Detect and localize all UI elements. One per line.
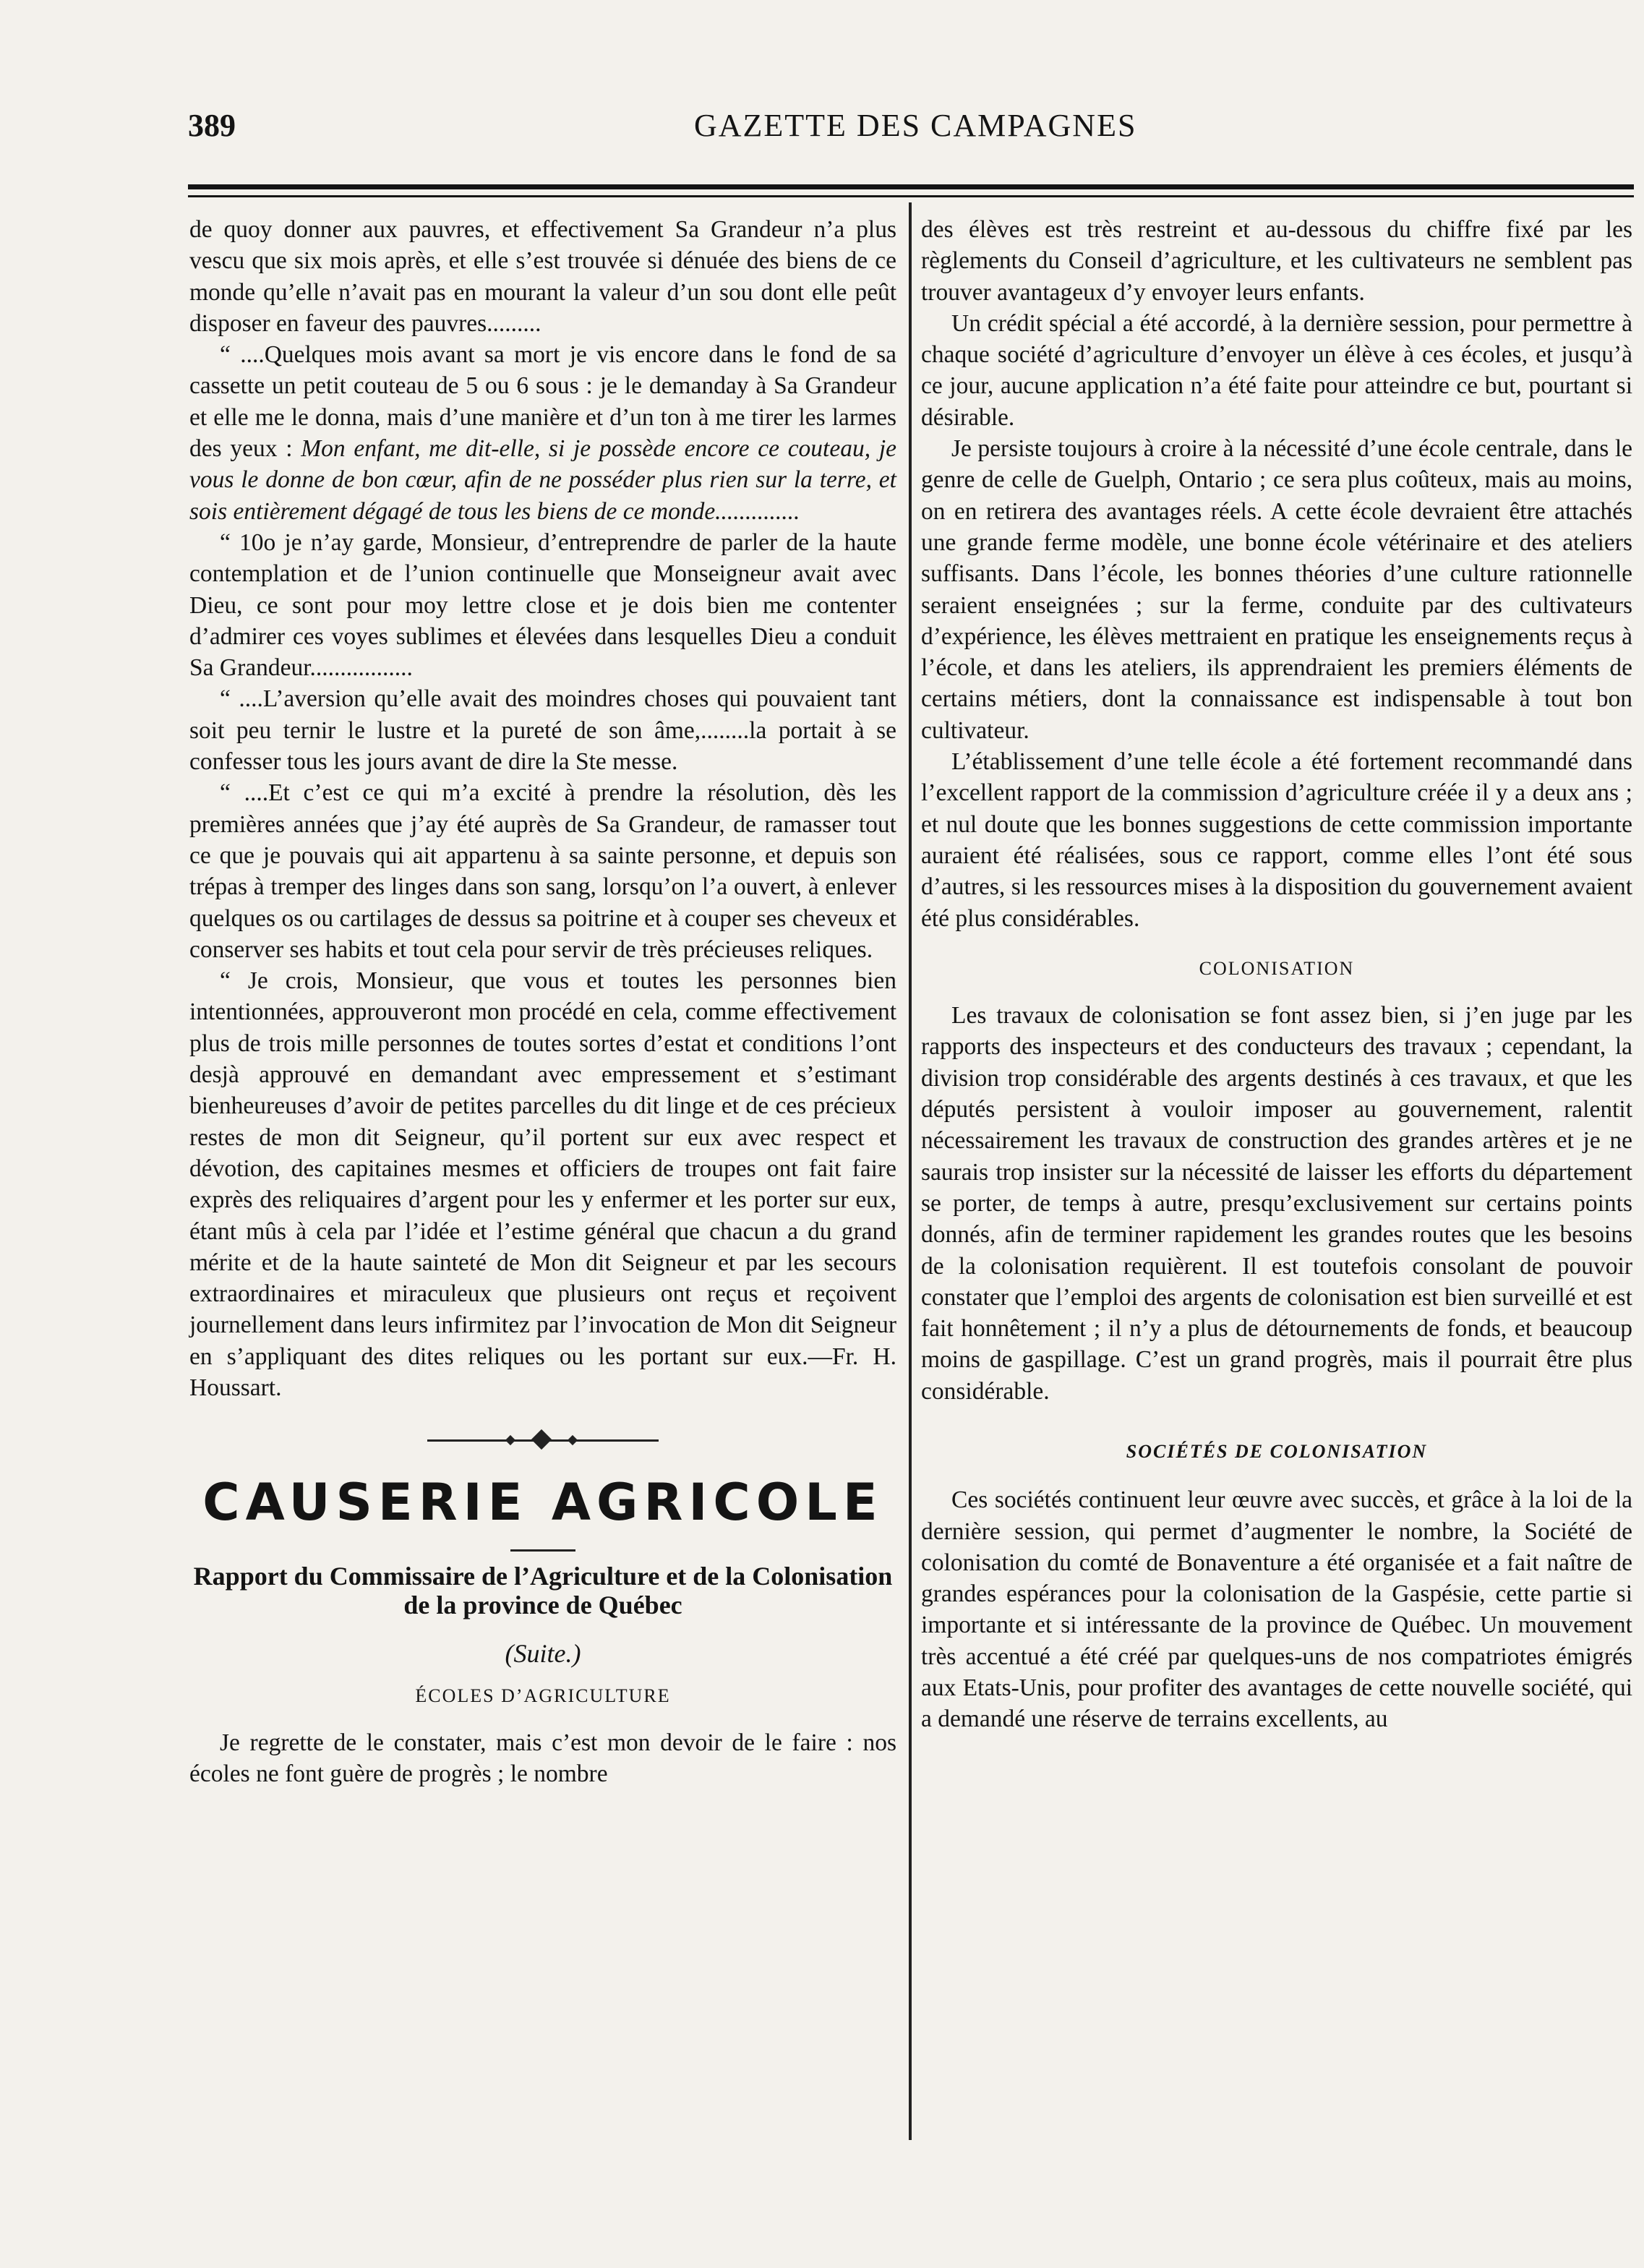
continued-text: (Suite.)	[505, 1639, 581, 1669]
ornament-divider	[427, 1419, 659, 1463]
page-header	[188, 107, 1634, 158]
paragraph	[189, 339, 896, 527]
header-rule-thin	[188, 195, 1634, 197]
section-heading: SOCIÉTÉS DE COLONISATION	[1126, 1440, 1428, 1462]
paragraph: “ 10o je n’ay garde, Monsieur, d’entreprendre de parler de la haute contemplation et de l’union continuelle que Monseigneur avait avec Dieu, ce sont pour moy lettre close et je dois bien me contenter d’admirer ces voyes sublimes et élevées dans lesquelles Dieu a conduit Sa Grandeur.................	[189, 529, 896, 682]
paragraph: des élèves est très restreint et au-dessous du chiffre fixé par les règlements du Conseil d’agriculture, et les cultivateurs ne semblent pas trouver avantageux d’y envoyer leurs enfants.	[921, 216, 1632, 306]
paragraph: “ Je crois, Monsieur, que vous et toutes les personnes bien intentionnées, approuveront mon procédé en cela, comme effectivement plus de trois mille personnes de toutes sortes d’estat et conditions l’ont desjà approuvé en demandant avec empressement et s’estimant bienheureuses d’avoir de petites parcelles du dit linge et de ces précieux restes de mon dit Seigneur, qu’il portent sur eux avec respect et dévotion, des capitaines mesmes et officiers de troupes ont fait faire exprès des reliquaires d’argent pour les y enfermer et les porter sur eux, étant mûs à cela par l’idée et l’estime général que chacun a du grand mérite et de la haute sainteté de Mon dit Seigneur et par les secours extraordinaires et miraculeux que plusieurs ont reçus et reçoivent journellement dans leurs infirmitez par l’invocation de Mon dit Seigneur en s’appliquant des dites reliques ou les portant sur eux.—Fr. H. Houssart.	[189, 967, 896, 1401]
article-subtitle: Rapport du Commissaire de l’Agriculture et de la Colonisation de la province de Québec	[193, 1562, 893, 1620]
paragraph: Je persiste toujours à croire à la nécessité d’une école centrale, dans le genre de celle de Guelph, Ontario ; ce sera plus coûteux, mais au moins, on en retirera des avantages réels. A cette école devraient être attachés une grande ferme modèle, une bonne école vétérinaire et des ateliers suffisants. Dans l’école, les bonnes théories d’une culture rationnelle seraient enseignées ; sur la ferme, conduite par des cultivateurs d’expérience, les élèves mettraient en pratique les enseignements reçus à l’école, et dans les ateliers, ils apprendraient les premiers éléments de certains métiers, dont la connaissance est indispensable à tout bon cultivateur.	[921, 435, 1632, 744]
paragraph: Un crédit spécial a été accordé, à la dernière session, pour permettre à chaque société d’agriculture d’envoyer un élève à ces écoles, et jusqu’à ce jour, aucune application n’a été faite pour atteindre ce but, pourtant si désirable.	[921, 309, 1632, 431]
section-heading: ÉCOLES D’AGRICULTURE	[415, 1685, 671, 1706]
column-divider	[909, 202, 912, 2140]
quoted-italic-text: Mon enfant, me dit-elle, si je possède encore ce couteau, je vous le donne de bon cœur, afin de ne posséder plus rien sur la terre, et sois entièrement dégagé de tous les biens de ce monde..............	[189, 435, 897, 525]
ornament-diamond-small	[568, 1435, 578, 1445]
paragraph: de quoy donner aux pauvres, et effectivement Sa Grandeur n’a plus vescu que six mois après, et elle s’est trouvée si dénuée des biens de ce monde qu’elle n’avait pas en mourant la valeur d’un sou dont elle peût disposer en faveur des pauvres.........	[189, 216, 896, 337]
right-column	[921, 214, 1632, 1735]
title-dash	[510, 1549, 575, 1552]
paragraph-text: “ ....Quelques mois avant sa mort je vis encore dans le fond de sa cassette un petit couteau de 5 ou 6 sous : je le demanday à Sa Grandeur et elle me le donna, mais d’une manière et d’un ton à me tirer les larmes des yeux :	[189, 341, 896, 463]
ornament-diamond	[531, 1429, 552, 1450]
running-title: GAZETTE DES CAMPAGNES	[694, 108, 1137, 143]
paragraph: “ ....Et c’est ce qui m’a excité à prendre la résolution, dès les premières années que j’ay été auprès de Sa Grandeur, de ramasser tout ce que je pouvais qui ait appartenu à sa sainte personne, et depuis son trépas à tremper des linges dans son sang, lorsqu’on l’a ouvert, à enlever quelques os ou cartilages de dessus sa poitrine et à couper ses cheveux et conserver ses habits et tout cela pour servir de très précieuses reliques.	[189, 779, 896, 963]
paragraph: Les travaux de colonisation se font assez bien, si j’en juge par les rapports des inspecteurs et des conducteurs des travaux ; cependant, la division trop considérable des argents destinés à ces travaux, et que les députés persistent à vouloir imposer au gouvernement, ralentit nécessairement les travaux de construction des grandes artères et je ne saurais trop insister sur la nécessité de laisser les efforts du département se porter, de temps à autre, presqu’exclusivement sur certains points donnés, afin de terminer rapidement les grandes routes que les besoins de la colonisation requièrent. Il est toutefois consolant de pouvoir constater que l’emploi des argents de colonisation est bien surveillé et est fait honnêtement ; il n’y a plus de détournements de fonds, et beaucoup moins de gaspillage. C’est un grand progrès, mais il pourrait être plus considérable.	[921, 1002, 1632, 1405]
page-number: 389	[188, 108, 236, 143]
header-rule-thick	[188, 184, 1634, 189]
paragraph: “ ....L’aversion qu’elle avait des moindres choses qui pouvaient tant soit peu ternir le lustre et la pureté de son âme,........la portait à se confesser tous les jours avant de dire la Ste messe.	[189, 685, 896, 776]
left-column	[189, 214, 896, 1789]
paragraph: L’établissement d’une telle école a été fortement recommandé dans l’excellent rapport de la commission d’agriculture créée il y a deux ans ; et nul doute que les bonnes suggestions de cette commission importante auraient été réalisées, sous ce rapport, comme elles l’ont été sous d’autres, si les ressources mises à la disposition du gouvernement avaient été plus considérables.	[921, 748, 1632, 932]
paragraph: Je regrette de le constater, mais c’est mon devoir de le faire : nos écoles ne font guère de progrès ; le nombre	[189, 1729, 896, 1788]
section-title: CAUSERIE AGRICOLE	[202, 1473, 883, 1533]
paragraph: Ces sociétés continuent leur œuvre avec succès, et grâce à la loi de la dernière session, qui permet d’augmenter le nombre, la Société de colonisation du comté de Bonaventure a été organisée et a fait naître de grandes espérances pour la colonisation de la Gaspésie, cette partie si importante et si intéressante de la province de Québec. Un mouvement très accentué a été créé par quelques-uns de nos compatriotes émigrés aux Etats-Unis, pour profiter des avantages de cette nouvelle société, qui a demandé une réserve de terrains excellents, au	[921, 1486, 1632, 1733]
ornament-diamond-small	[505, 1435, 515, 1445]
section-heading: COLONISATION	[1199, 957, 1355, 979]
continued-label	[189, 1638, 896, 1669]
